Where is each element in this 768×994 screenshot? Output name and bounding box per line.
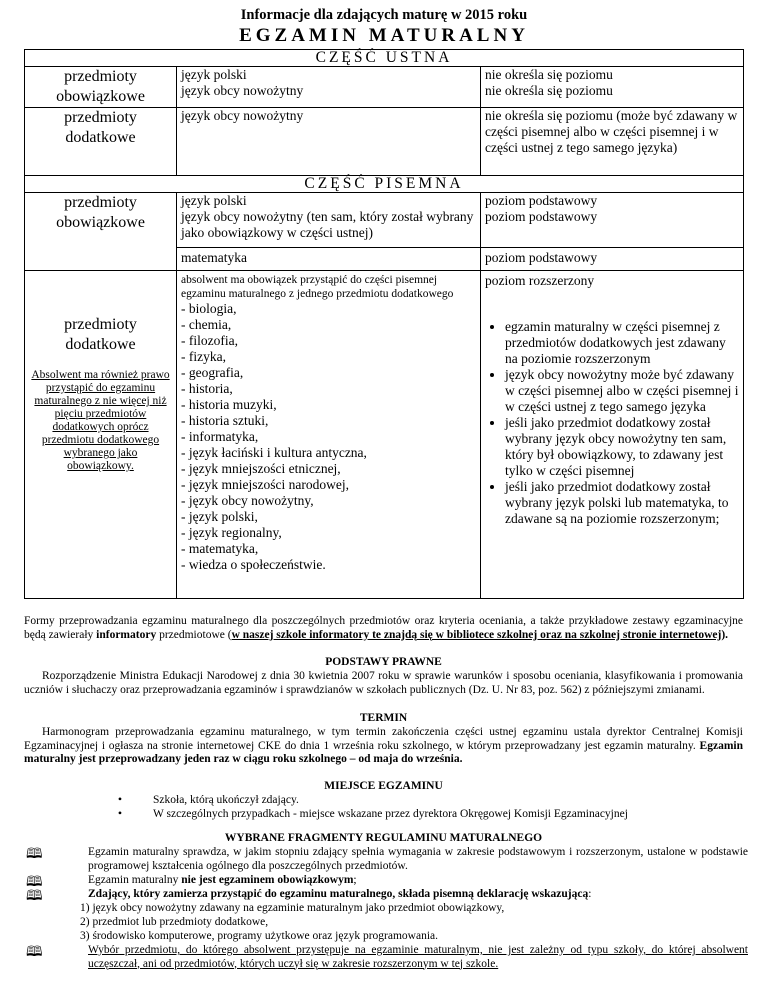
written-additional-cell — [25, 271, 177, 599]
bullet-icon: • — [117, 806, 123, 820]
written-mandatory-label: przedmioty obowiązkowe — [25, 193, 177, 271]
additional-subject-item: - historia, — [181, 381, 233, 396]
oral-level-1: nie określa się poziomu — [485, 67, 613, 82]
oral-mandatory-levels — [481, 67, 744, 108]
legal-title: PODSTAWY PRAWNE — [325, 656, 442, 668]
additional-subject-list — [181, 301, 476, 573]
exam-subjects-table — [24, 49, 744, 599]
additional-subject-item: - język łaciński i kultura antyczna, — [181, 445, 367, 460]
written-level-1: poziom podstawowy — [485, 193, 598, 208]
book-icon: 🕮 — [26, 847, 43, 862]
rule-2-bold: nie jest egzaminem obowiązkowym — [181, 874, 354, 886]
additional-subject-item: - informatyka, — [181, 429, 259, 444]
term-text-bold: Egzamin maturalny jest przeprowadzany jeden raz w ciągu roku szkolnego – od maja do września. — [24, 739, 743, 765]
additional-subject-item: - geografia, — [181, 365, 244, 380]
written-additional-subjects — [177, 271, 481, 599]
written-subject-2: język obcy nowożytny (ten sam, który został wybrany jako obowiązkowy w części ustnej) — [181, 209, 474, 240]
informators-word: informatory — [96, 628, 157, 641]
rule-item-3 — [88, 888, 748, 902]
rule-3-bold: Zdający, który zamierza przystąpić do egzaminu maturalnego, składa pisemną deklarację wskazującą — [88, 888, 589, 900]
subtitle: Informacje dla zdających maturę w 2015 roku — [240, 7, 528, 23]
book-icon: 🕮 — [26, 889, 43, 904]
rule-subitem-3: 3) środowisko komputerowe, programy użytkowe oraz język programowania. — [80, 930, 438, 942]
written-level-2: poziom podstawowy — [485, 209, 598, 224]
oral-subject-2: język obcy nowożytny — [181, 83, 304, 98]
forms-text-end: ). — [721, 628, 729, 641]
rules-title: WYBRANE FRAGMENTY REGULAMINU MATURALNEGO — [224, 832, 543, 844]
oral-level-2: nie określa się poziomu — [485, 83, 613, 98]
additional-level: poziom rozszerzony — [485, 273, 595, 288]
rule-item-2 — [88, 874, 748, 888]
rule-3-end: : — [588, 888, 592, 900]
additional-subject-item: - język mniejszości narodowej, — [181, 477, 349, 492]
rule-2-end: ; — [353, 874, 357, 886]
additional-subject-item: - język regionalny, — [181, 525, 282, 540]
written-additional-levels — [481, 271, 744, 599]
rule-subitem-2: 2) przedmiot lub przedmioty dodatkowe, — [80, 916, 269, 928]
place-title: MIEJSCE EGZAMINU — [324, 780, 443, 792]
math-subject: matematyka — [177, 248, 481, 271]
additional-subject-item: - matematyka, — [181, 541, 259, 556]
additional-subject-item: - filozofia, — [181, 333, 238, 348]
informators-location: w naszej szkole informatory te znajdą się w bibliotece szkolnej oraz na szkolnej stronie internetowej — [231, 628, 722, 641]
written-subject-1: język polski — [181, 193, 247, 208]
additional-subject-item: - historia muzyki, — [181, 397, 277, 412]
rule-2-text: Egzamin maturalny — [88, 874, 182, 886]
oral-additional-label: przedmioty dodatkowe — [25, 108, 177, 176]
forms-text: Formy przeprowadzania egzaminu maturalnego dla poszczególnych przedmiotów oraz kryteria oceniania, a także przykładowe zestawy egzaminacyjne będą zawierały — [24, 615, 743, 641]
additional-subject-item: - fizyka, — [181, 349, 226, 364]
additional-subject-item: - język mniejszości etnicznej, — [181, 461, 341, 476]
rule-item-1: Egzamin maturalny sprawdza, w jakim stopniu zdający spełnia wymagania w zakresie podstawowym i rozszerzonym, ustalone w podstawie programowej kształcenia ogólnego dla poszczególnych przedmiotów. — [88, 846, 748, 872]
additional-subject-item: - wiedza o społeczeństwie. — [181, 557, 326, 572]
forms-text-2: przedmiotowe ( — [156, 628, 232, 641]
written-mandatory-subjects — [177, 193, 481, 248]
term-text-body: Harmonogram przeprowadzania egzaminu maturalnego, w tym termin zakończenia części ustnej egzaminu ustala dyrektor Centralnej Komisji Egzaminacyjnej i ogłasza na stronie internetowej CKE do dnia 1 września roku szkolnego, w którym przeprowadzany jest egzamin maturalny. — [24, 726, 743, 752]
additional-rule-item: • jeśli jako przedmiot dodatkowy został wybrany język polski lub matematyka, to zdawane są na poziomie rozszerzonym; — [505, 479, 739, 527]
additional-intro: absolwent ma obowiązek przystąpić do części pisemnej egzaminu maturalnego z jednego przedmiotu dodatkowego — [181, 274, 454, 300]
legal-text: Rozporządzenie Ministra Edukacji Narodowej z dnia 30 kwietnia 2007 roku w sprawie warunków i sposobu oceniania, klasyfikowania i promowania uczniów i słuchaczy oraz przeprowadzania egzaminów i sprawdzianów w szkołach publicznych (Dz. U. Nr 83, poz. 562) z późniejszymi zmianami. — [24, 670, 743, 696]
oral-section-title: CZĘŚĆ USTNA — [25, 50, 744, 67]
oral-mandatory-subjects — [177, 67, 481, 108]
additional-rule-item: • język obcy nowożytny może być zdawany w części pisemnej albo w części pisemnej i w części ustnej z tego samego języka — [505, 367, 739, 415]
place-item-2: W szczególnych przypadkach - miejsce wskazane przez dyrektora Okręgowej Komisji Egzaminacyjnej — [153, 808, 628, 820]
book-icon: 🕮 — [26, 945, 43, 960]
additional-rule-item: • jeśli jako przedmiot dodatkowy został wybrany język obcy nowożytny ten sam, który był obowiązkowy, to zdawany jest tylko w części pisemnej — [505, 415, 739, 479]
oral-additional-level: nie określa się poziomu (może być zdawany w części pisemnej albo w części pisemnej i w części ustnej z tego samego języka) — [481, 108, 744, 176]
additional-subject-item: - historia sztuki, — [181, 413, 269, 428]
rule-item-4: Wybór przedmiotu, do którego absolwent przystępuje na egzaminie maturalnym, nie jest zależny od typu szkoły, do której absolwent uczęszczał, ani od przedmiotów, których uczył się w zakresie rozszerzonym w tej szkole. — [88, 944, 748, 970]
oral-subject-1: język polski — [181, 67, 247, 82]
oral-additional-subject: język obcy nowożytny — [177, 108, 481, 176]
additional-subject-item: - biologia, — [181, 301, 237, 316]
additional-subjects-note: Absolwent ma również prawo przystąpić do egzaminu maturalnego z nie więcej niż pięciu przedmiotów dodatkowych oprócz przedmiotu dodatkowego wybranego jako obowiązkowy. — [31, 369, 170, 472]
term-text — [24, 726, 743, 767]
term-title: TERMIN — [359, 712, 408, 724]
bullet-icon: • — [117, 792, 123, 806]
additional-subject-item: - język polski, — [181, 509, 258, 524]
written-additional-label: przedmioty dodatkowe — [64, 316, 137, 353]
additional-rules-list — [485, 319, 739, 527]
additional-rule-item: • egzamin maturalny w części pisemnej z przedmiotów dodatkowych jest zdawany na poziomie rozszerzonym — [505, 319, 739, 367]
informators-paragraph — [24, 615, 743, 642]
page-title: EGZAMIN MATURALNY — [239, 25, 529, 46]
math-level: poziom podstawowy — [481, 248, 744, 271]
place-item-1: Szkoła, którą ukończył zdający. — [153, 794, 299, 806]
additional-subject-item: - język obcy nowożytny, — [181, 493, 314, 508]
written-mandatory-levels — [481, 193, 744, 248]
rule-subitem-1: 1) język obcy nowożytny zdawany na egzaminie maturalnym jako przedmiot obowiązkowy, — [80, 902, 505, 914]
oral-mandatory-label: przedmioty obowiązkowe — [25, 67, 177, 108]
written-section-title: CZĘŚĆ PISEMNA — [25, 176, 744, 193]
book-icon: 🕮 — [26, 875, 43, 890]
additional-subject-item: - chemia, — [181, 317, 232, 332]
